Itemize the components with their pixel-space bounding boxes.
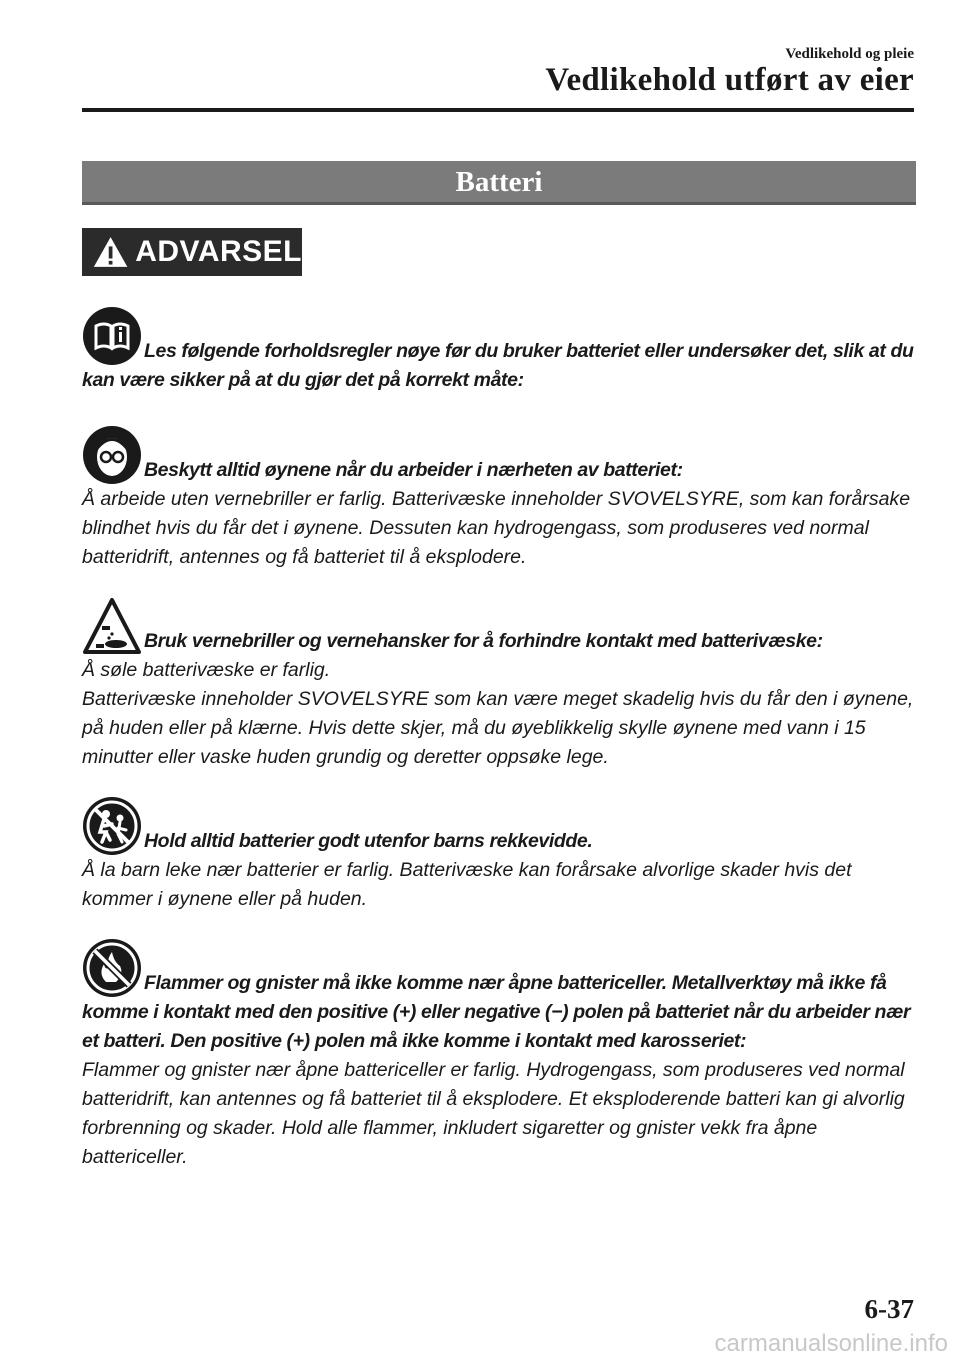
section-heading-bar bbox=[82, 161, 916, 205]
watermark: carmanualsonline.info bbox=[714, 1330, 948, 1357]
notice-heading: Bruk vernebriller og vernehansker for å forhindre kontakt med batterivæske: bbox=[144, 630, 823, 652]
keep-away-children-icon bbox=[82, 796, 142, 856]
page-number: 6-37 bbox=[864, 1294, 914, 1324]
no-flames-icon bbox=[82, 938, 142, 998]
notice-corrosive bbox=[82, 596, 914, 772]
notice-body: Flammer og gnister nær åpne battericeller er farlig. Hydrogengass, som produseres ved normal batteridrift, kan antennes og få batteriet til å eksplodere. Et eksploderende batteri kan gi alvorlig forbrenning og skader. Hold alle flammer, inkludert sigaretter og gnister vekk fra åpne battericeller. bbox=[82, 1059, 905, 1168]
corrosive-warning-icon bbox=[82, 596, 142, 656]
notice-heading: Beskytt alltid øynene når du arbeider i nærheten av batteriet: bbox=[144, 459, 683, 481]
notice-body-intro: Å søle batterivæske er farlig. bbox=[82, 659, 331, 681]
notice-body: Å arbeide uten vernebriller er farlig. Batterivæske inneholder SVOVELSYRE, som kan forårsake blindhet hvis du får det i øynene. Dessuten kan hydrogengass, som produseres ved normal batteridrift, antennes og få batteriet til å eksplodere. bbox=[82, 488, 911, 568]
notice-children bbox=[82, 796, 914, 914]
notice-body: Å la barn leke nær batterier er farlig. Batterivæske kan forårsake alvorlige skader hvis det kommer i øynene eller på huden. bbox=[82, 859, 852, 910]
warning-label: ADVARSEL bbox=[135, 235, 302, 268]
notice-read-instructions bbox=[82, 306, 914, 395]
section-title: Batteri bbox=[455, 166, 543, 198]
notice-heading: Les følgende forholdsregler nøye før du bruker batteriet eller undersøker det, slik at du kan være sikker på at du gjør det på korrekt måte: bbox=[82, 340, 914, 391]
notice-body: Batterivæske inneholder SVOVELSYRE som kan være meget skadelig hvis du får den i øynene, på huden eller på klærne. Hvis dette skjer, må du øyeblikkelig skylle øynene med vann i 15 minutter eller vaske huden grundig og deretter oppsøke lege. bbox=[82, 688, 914, 768]
notice-heading: Hold alltid batterier godt utenfor barns rekkevidde. bbox=[144, 830, 593, 852]
eye-protection-icon bbox=[82, 425, 142, 485]
page-title: Vedlikehold utført av eier bbox=[545, 62, 914, 98]
warning-banner bbox=[82, 228, 302, 276]
header-divider bbox=[82, 108, 914, 112]
notice-heading: Flammer og gnister må ikke komme nær åpne battericeller. Metallverktøy må ikke få komme i kontakt med den positive (+) eller negative (−) polen på batteriet når du arbeider nær et batteri. Den positive (+) polen må ikke komme i kontakt med karosseriet: bbox=[82, 972, 911, 1052]
notice-eye-protection bbox=[82, 425, 914, 572]
notice-flames bbox=[82, 938, 914, 1172]
manual-book-icon bbox=[82, 306, 142, 366]
chapter-label: Vedlikehold og pleie bbox=[785, 46, 914, 62]
warning-triangle-icon bbox=[92, 234, 129, 270]
